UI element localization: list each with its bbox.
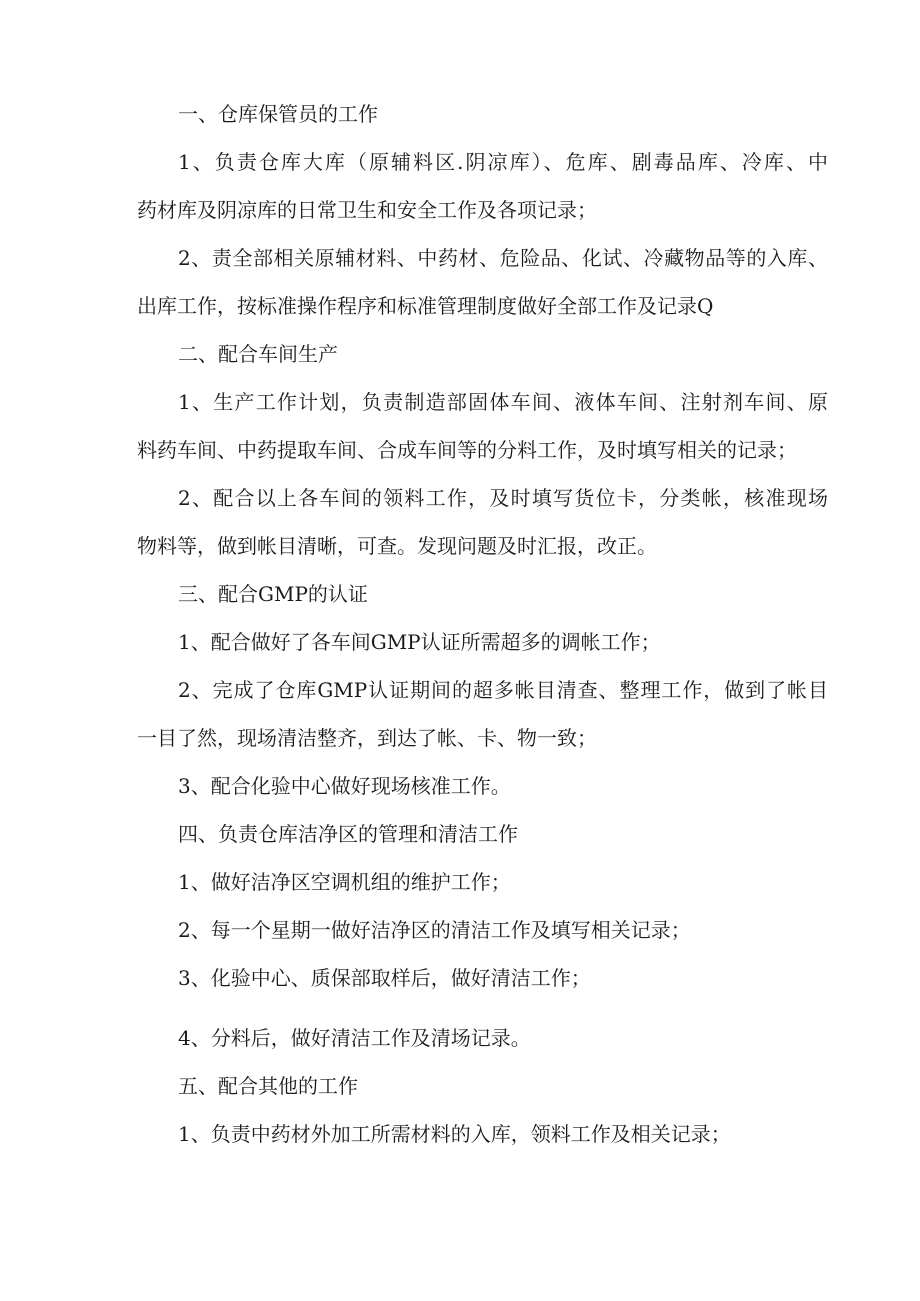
section-heading-1: 一、仓库保管员的工作	[178, 102, 378, 126]
paragraph-line: 2、每一个星期一做好洁净区的清洁工作及填写相关记录；	[178, 918, 691, 942]
paragraph-line: 2、完成了仓库GMP认证期间的超多帐目清查、整理工作，做到了帐目	[178, 678, 828, 702]
section-heading-5: 五、配合其他的工作	[178, 1074, 358, 1098]
paragraph-line: 2、配合以上各车间的领料工作，及时填写货位卡，分类帐，核准现场	[178, 486, 828, 510]
paragraph-line: 物料等，做到帐目清晰，可查。发现问题及时汇报，改正。	[137, 534, 657, 558]
paragraph-line: 1、配合做好了各车间GMP认证所需超多的调帐工作；	[178, 630, 661, 654]
section-heading-3: 三、配合GMP的认证	[178, 582, 368, 606]
paragraph-line: 3、配合化验中心做好现场核准工作。	[178, 774, 511, 798]
section-heading-4: 四、负责仓库洁净区的管理和清洁工作	[178, 822, 518, 846]
paragraph-line: 3、化验中心、质保部取样后，做好清洁工作；	[178, 966, 591, 990]
paragraph-line: 1、负责仓库大库（原辅料区.阴凉库）、危库、剧毒品库、冷库、中	[178, 150, 828, 174]
paragraph-line: 料药车间、中药提取车间、合成车间等的分料工作，及时填写相关的记录；	[137, 438, 797, 462]
section-heading-2: 二、配合车间生产	[178, 342, 338, 366]
paragraph-line: 出库工作，按标准操作程序和标准管理制度做好全部工作及记录Q	[137, 294, 714, 318]
paragraph-line: 药材库及阴凉库的日常卫生和安全工作及各项记录；	[137, 198, 597, 222]
paragraph-line: 一目了然，现场清洁整齐，到达了帐、卡、物一致；	[137, 726, 597, 750]
paragraph-line: 1、负责中药材外加工所需材料的入库，领料工作及相关记录；	[178, 1122, 731, 1146]
paragraph-line: 2、责全部相关原辅材料、中药材、危险品、化试、冷藏物品等的入库、	[178, 246, 828, 270]
paragraph-line: 4、分料后，做好清洁工作及清场记录。	[178, 1026, 531, 1050]
paragraph-line: 1、生产工作计划，负责制造部固体车间、液体车间、注射剂车间、原	[178, 390, 828, 414]
paragraph-line: 1、做好洁净区空调机组的维护工作；	[178, 870, 511, 894]
